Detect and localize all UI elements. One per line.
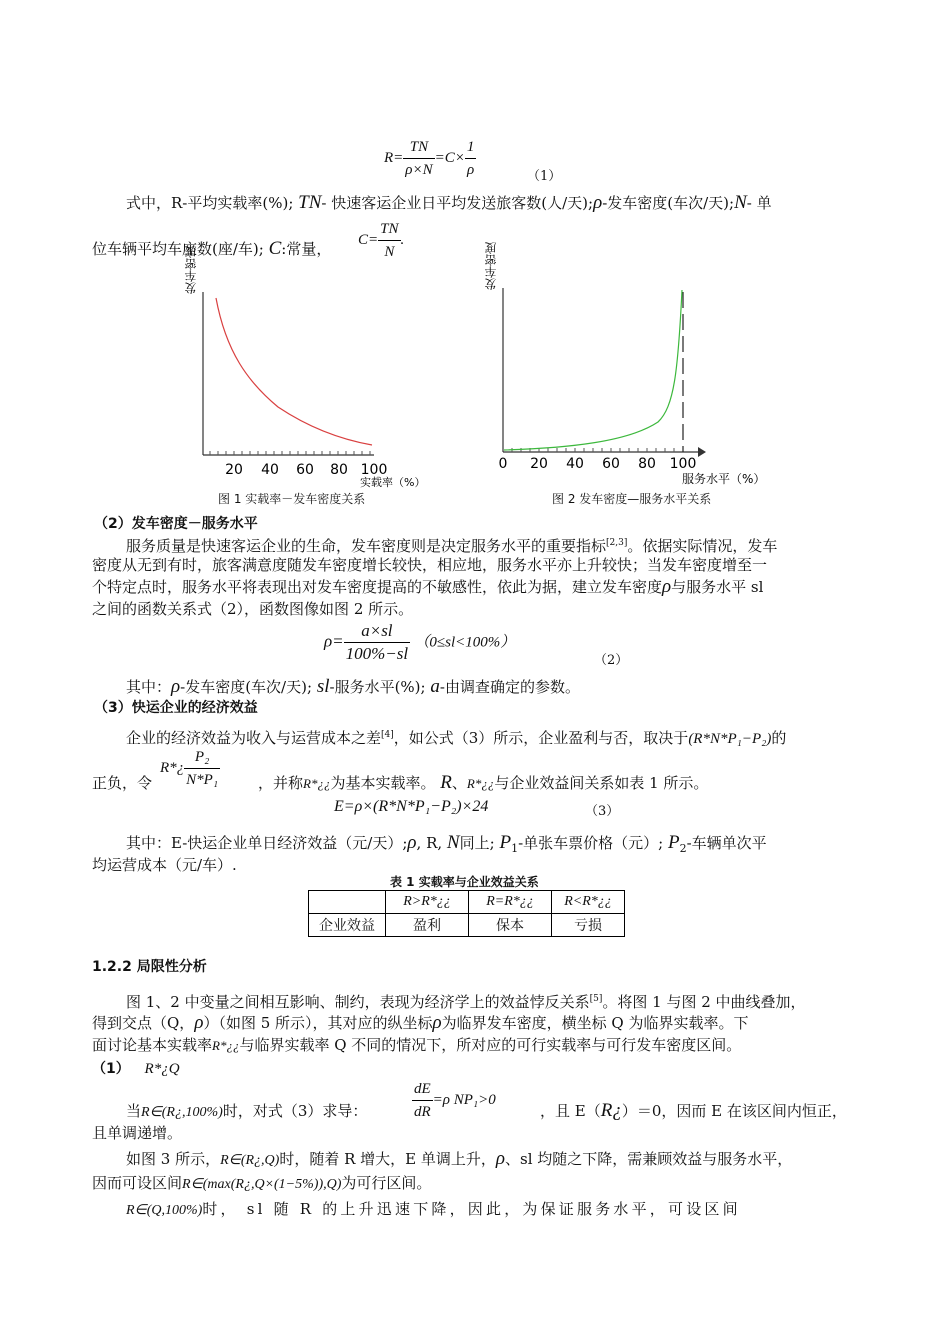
fig2-tick-20: 20 [530,456,548,472]
s4-l3b: 与临界实载率 Q 不同的情况下，所对应的可行实载率与可行发车密度区间。 [239,1036,742,1054]
table-row [309,914,625,937]
s3-l2b: ，并称 [258,774,304,792]
s3-line-1 [126,724,786,750]
s4-l1a: 图 1、2 中变量之间相互影响、制约，表现为经济学上的效益悖反关系 [126,993,590,1011]
derivative [412,1078,496,1123]
table-header: R<R*¿¿ [552,891,625,914]
fig2-tick-60: 60 [602,456,620,472]
eq1-numerator: TN [403,136,434,159]
equation-1: R= $\frac{TN}{\rho\times N}$ =C× $\frac{1}{\rho}$ [384,136,476,181]
p3-rho: ρ [407,832,417,853]
rstar-lhs: R*¿ [160,759,185,776]
s2-line-2: 密度从无到有时，旅客满意度随发车密度增长较快，相应地，服务水平亦上升较快；当发车密度增至一 [92,556,768,574]
ref-4: [4] [381,730,394,740]
eq1-mid: =C× [434,149,465,166]
ref-5: [5] [589,994,603,1004]
p2-a: 其中： [126,678,172,696]
c-eq: C= [358,231,379,248]
s4-l8b: 时， sl 随 R 的上升迅速下降，因此，为保证服务水平，可设区间 [202,1200,741,1218]
s4-l6c: 、sl 均随之下降，需兼顾效益与服务水平， [505,1150,793,1168]
s4-l7a: 因而可设区间 [92,1174,183,1192]
case-1 [92,1057,180,1080]
p1-n: N [734,192,747,213]
s3-l2c: 为基本实载率。 [330,774,436,792]
s2-l1a: 服务质量是快速客运企业的生命，发车密度则是决定服务水平的重要指标 [126,537,607,555]
table-cell: 保本 [469,914,552,937]
p3-p2: P [667,832,680,853]
fig2-tick-100: 100 [669,456,697,472]
p1-line2-a: 位车辆平均车座数(座/车); [92,240,264,258]
section-3-heading: （3）快运企业的经济效益 [94,700,258,716]
s3-l2d: 、 [451,774,467,792]
s4-l4b: 时，对式（3）求导： [222,1102,368,1120]
fig2-ylabel: 发车密度 [484,242,498,290]
figure-2 [478,242,778,494]
eq2-label: （2） [594,653,629,668]
p3-p2-sub: 2 [679,842,687,855]
p3-n: N [446,832,460,853]
s4-line-3 [92,1034,741,1057]
s4-l6a: 如图 3 所示， [126,1150,221,1168]
c-numerator: TN [378,218,400,241]
s4-l7b: 为可行区间。 [341,1174,432,1192]
p2-b: -发车密度(车次/天); [180,678,313,696]
fig2-tick-40: 40 [566,456,584,472]
s2-line-4: 之间的函数关系式（2），函数图像如图 2 所示。 [92,600,414,618]
s4-l4c: ，且 E（ [540,1102,601,1120]
s4-R-star: R¿ [600,1100,622,1121]
p2-c: -服务水平(%); [329,678,426,696]
table-1 [308,890,625,937]
eq2-denominator: 100%−sl [345,644,409,663]
s3-l2e: 与企业效益间关系如表 1 所示。 [494,774,709,792]
s4-l2c: 为临界发车密度，横坐标 Q 为临界实载率。下 [441,1014,749,1032]
p3-a: 其中：E-快运企业单日经济效益（元/天）; [126,834,408,852]
deriv-denominator: dR [414,1104,431,1120]
p1-tn: TN [298,192,322,213]
section-2-heading: （2）发车密度－服务水平 [94,516,258,532]
s4-interval-3: R∈(max(R¿,Q×(1−5%)),Q) [182,1177,342,1192]
p1-c: C [268,238,282,259]
table-header: R>R*¿¿ [386,891,469,914]
fig1-tick-60: 60 [296,462,314,478]
s3-line-2a: 正负，令 [92,774,153,792]
s4-l1b: 。将图 1 与图 2 中曲线叠加， [602,993,806,1011]
p1-text-c: -发车密度(车次/天); [602,194,735,212]
s3-l1c: 的 [771,729,787,747]
s4-line-4 [126,1100,367,1124]
ref-2-3: [2,3] [606,538,628,548]
s4-line-4b [540,1100,847,1122]
s4-l4a: 当 [126,1102,142,1120]
s3-rstar-2: R*¿¿ [466,776,495,791]
deriv-numerator: dE [412,1078,433,1101]
p1-rho: ρ [593,192,603,213]
fig1-ylabel: 发车密度 [184,246,198,294]
s3-l1b: ，如公式（3）所示，企业盈利与否，取决于 [393,729,689,747]
fig2-xlabel: 服务水平（%） [682,472,766,486]
eq1-lhs: R [384,149,394,166]
eq3-label: （3） [585,804,620,819]
fig1-xlabel: 实载率（%） [360,476,426,489]
p3-d: -单张车票价格（元）; [518,834,664,852]
c-definition [358,218,404,263]
para-1-line-1 [126,192,772,214]
s4-rho: ρ [194,1012,204,1033]
s3-line-2b [258,772,708,795]
rstar-denominator: N*P₁ [186,772,219,788]
case-1-expr: R*¿Q [144,1061,180,1077]
eq1-denominator: ρ×N [405,162,433,178]
s2-l3a: 个特定点时，服务水平将表现出对发车密度提高的不敏感性，依此为据，建立发车密度 [92,578,663,596]
p1-text-b: - 快速客运企业日平均发送旅客数(人/天); [321,194,594,212]
s4-rstar: R*¿¿ [212,1038,240,1053]
p1-text-d: - 单 [746,194,772,212]
s2-rho: ρ [662,576,672,597]
s4-rho-3: ρ [495,1148,506,1169]
eq1-numerator-2: 1 [465,136,477,159]
c-end: . [400,231,405,248]
s4-line-2 [92,1012,749,1034]
fig1-curve [216,298,372,445]
s4-line-8 [126,1198,741,1222]
eq2-numerator: a×sl [344,620,410,643]
table-cell: 亏损 [552,914,625,937]
para-2 [126,676,580,698]
p2-d: -由调查确定的参数。 [439,678,580,696]
p2-sl: sl [316,676,330,697]
fig1-tick-40: 40 [261,462,279,478]
eq2-lhs: ρ= [324,631,344,651]
s4-interval-2: R∈(R¿,Q) [220,1153,280,1168]
p3-c: 同上; [459,834,495,852]
s2-l3b: 与服务水平 sl [671,578,764,596]
p3-e: -车辆单次平 [686,834,767,852]
table-cell [309,891,386,914]
s4-l2b: ）（如图 5 所示），其对应的纵坐标 [203,1014,433,1032]
p1-text-a: 式中，R-平均实载率(%); [126,194,294,212]
p2-rho: ρ [171,676,181,697]
s4-l2a: 得到交点（Q， [92,1014,195,1032]
fig2-caption: 图 2 发车密度—服务水平关系 [552,492,712,506]
s3-l1a: 企业的经济效益为收入与运营成本之差 [126,729,382,747]
fig1-tick-20: 20 [225,462,243,478]
equation-3: E=ρ×(R*N*P₁−P₂)×24 [334,798,489,815]
p3-p1: P [499,832,512,853]
s4-line-7 [92,1172,431,1196]
fig2-curve [504,290,682,450]
p3-b: , R, [416,834,443,852]
r-star-definition [160,746,220,791]
rstar-numerator: P₂ [184,746,220,769]
table-1-title: 表 1 实载率与企业效益关系 [390,875,539,889]
s2-line-3 [92,576,763,598]
fig2-tick-80: 80 [638,456,656,472]
s4-interval-4: R∈(Q,100%) [126,1203,203,1218]
case-1-label: （1） [92,1061,130,1077]
eq1-label: （1） [527,169,562,184]
fig1-tick-80: 80 [330,462,348,478]
para-3-line-2: 均运营成本（元/车）. [92,856,237,874]
eq2-condition: （0≤sl<100%） [414,634,516,651]
p3-p1-sub: 1 [511,842,519,855]
fig1-caption: 图 1 实载率－发车密度关系 [218,492,366,506]
s4-l6b: 时，随着 R 增大，E 单调上升， [279,1150,496,1168]
equation-2 [324,620,515,665]
s4-line-1 [126,988,806,1013]
p1-line2-b: :常量， [281,240,332,258]
s4-interval-1: R∈(R¿,100%) [141,1105,223,1120]
table-row [309,891,625,914]
eq1-denominator-2: ρ [467,162,475,178]
c-denominator: N [384,244,395,260]
section-1-2-2-heading: 1.2.2 局限性分析 [92,959,207,975]
fig1-tick-100: 100 [360,462,388,478]
s4-line-6 [126,1148,792,1172]
deriv-result: =ρ NP₁>0 [432,1091,496,1108]
s3-rstar: R*¿¿ [303,776,331,791]
s4-l3a: 面讨论基本实载率 [92,1036,213,1054]
s3-R: R [440,772,452,793]
s2-l1b: 。依据实际情况，发车 [627,537,778,555]
table-cell: 企业效益 [309,914,386,937]
s4-l4d: ）＝0，因而 E 在该区间内恒正， [621,1102,847,1120]
table-header: R=R*¿¿ [469,891,552,914]
p2-alpha: a [430,676,440,697]
fig2-tick-0: 0 [498,456,508,472]
para-1-line-2 [92,238,331,260]
s4-rho-2: ρ [432,1012,442,1033]
s4-line-5: 且单调递增。 [92,1124,183,1142]
table-cell: 盈利 [386,914,469,937]
s3-expr: (R*N*P₁−P₂) [688,731,772,747]
